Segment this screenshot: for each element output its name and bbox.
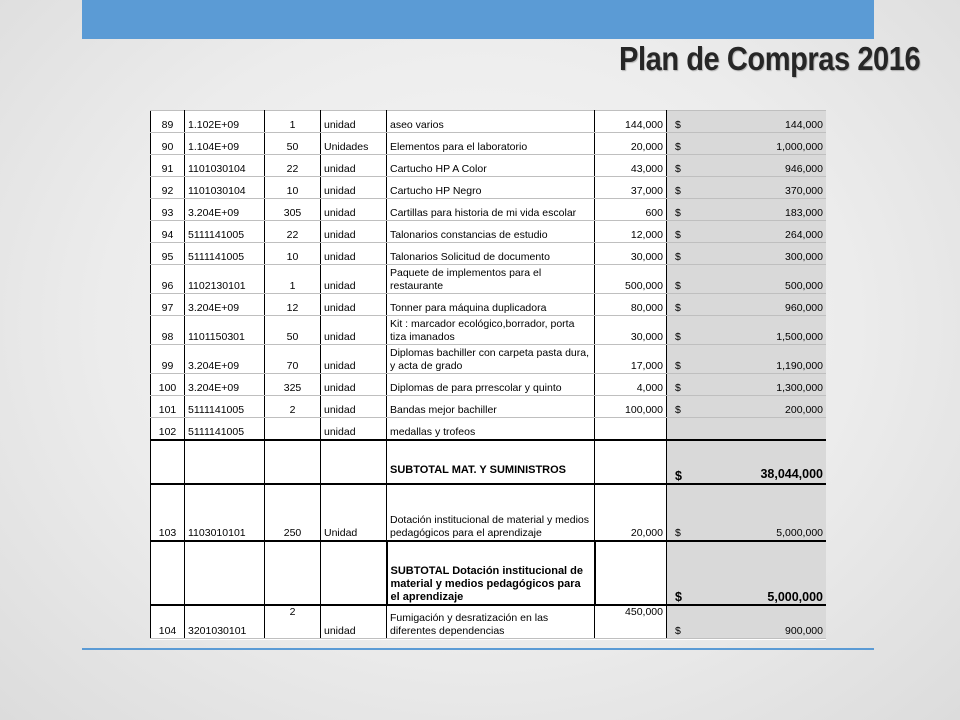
- cell-num: 93: [151, 199, 185, 221]
- cell-total: $ 183,000: [667, 199, 827, 221]
- cell-unit: unidad: [321, 177, 387, 199]
- purchase-plan-table: [150, 110, 826, 640]
- cell-total: $ 960,000: [667, 294, 827, 316]
- cell-unit: unidad: [321, 111, 387, 133]
- cell-desc: Elementos para el laboratorio: [387, 133, 595, 155]
- cell-price: 100,000: [595, 396, 667, 418]
- table-row: [151, 199, 827, 221]
- table-row: [151, 265, 827, 294]
- table-row: [151, 155, 827, 177]
- cell-unit: unidad: [321, 396, 387, 418]
- cell-desc: Paquete de implementos para el restaurante: [387, 265, 595, 294]
- cell-num: 102: [151, 418, 185, 440]
- cell-price: 30,000: [595, 316, 667, 345]
- table-row: [151, 418, 827, 440]
- cell-num: 91: [151, 155, 185, 177]
- cell-code: 1101030104: [185, 177, 265, 199]
- table-row: [151, 294, 827, 316]
- cell-unit: unidad: [321, 345, 387, 374]
- cell-unit: unidad: [321, 155, 387, 177]
- cell-code: 5111141005: [185, 221, 265, 243]
- cell-desc: Tonner para máquina duplicadora: [387, 294, 595, 316]
- cell-num: 95: [151, 243, 185, 265]
- cell-qty: 50: [265, 316, 321, 345]
- slide-title: Plan de Compras 2016: [618, 40, 920, 77]
- table-row: [151, 111, 827, 133]
- cell-total: $ 370,000: [667, 177, 827, 199]
- cell-unit: unidad: [321, 265, 387, 294]
- cell-code: 3.204E+09: [185, 374, 265, 396]
- cell-num: 98: [151, 316, 185, 345]
- cell-total: $ 144,000: [667, 111, 827, 133]
- subtotal-label: SUBTOTAL MAT. Y SUMINISTROS: [387, 440, 595, 484]
- cell-qty: 1: [265, 111, 321, 133]
- cell-price: 20,000: [595, 133, 667, 155]
- cell-unit: unidad: [321, 243, 387, 265]
- table-row: [151, 316, 827, 345]
- cell-code: 1101150301: [185, 316, 265, 345]
- cell-qty: 50: [265, 133, 321, 155]
- table-body: [151, 111, 827, 440]
- cell-price: 30,000: [595, 243, 667, 265]
- table-row: [151, 374, 827, 396]
- table-row: [151, 396, 827, 418]
- subtotal-row-materials: [151, 440, 827, 484]
- cell-code: 1101030104: [185, 155, 265, 177]
- cell-total: $ 300,000: [667, 243, 827, 265]
- bottom-accent-line: [82, 648, 874, 650]
- cell-price: 600: [595, 199, 667, 221]
- cell-desc: Talonarios Solicitud de documento: [387, 243, 595, 265]
- cell-desc: Cartucho HP Negro: [387, 177, 595, 199]
- cell-qty: 305: [265, 199, 321, 221]
- subtotal-row-didactic: [151, 541, 827, 605]
- cell-desc: Cartucho HP A Color: [387, 155, 595, 177]
- cell-num: 96: [151, 265, 185, 294]
- cell-price: [595, 418, 667, 440]
- cell-price: 500,000: [595, 265, 667, 294]
- cell-total: $ 200,000: [667, 396, 827, 418]
- cell-desc: Diplomas de para prrescolar y quinto: [387, 374, 595, 396]
- subtotal-amount: $ 38,044,000: [667, 440, 827, 484]
- cell-unit: Unidades: [321, 133, 387, 155]
- cell-unit: unidad: [321, 418, 387, 440]
- cell-code: 3.204E+09: [185, 294, 265, 316]
- table-row: [151, 177, 827, 199]
- cell-price: 4,000: [595, 374, 667, 396]
- cell-price: 17,000: [595, 345, 667, 374]
- table-row: [151, 133, 827, 155]
- cell-total: $ 1,300,000: [667, 374, 827, 396]
- cell-desc: Talonarios constancias de estudio: [387, 221, 595, 243]
- cell-qty: 22: [265, 155, 321, 177]
- cell-code: 1.102E+09: [185, 111, 265, 133]
- cell-desc: Diplomas bachiller con carpeta pasta dura, y acta de grado: [387, 345, 595, 374]
- cell-qty: 12: [265, 294, 321, 316]
- cell-price: 43,000: [595, 155, 667, 177]
- cell-unit: unidad: [321, 294, 387, 316]
- cell-price: 37,000: [595, 177, 667, 199]
- cell-total: $ 1,500,000: [667, 316, 827, 345]
- subtotal-amount: $ 5,000,000: [667, 541, 827, 605]
- cell-unit: unidad: [321, 221, 387, 243]
- cell-desc: medallas y trofeos: [387, 418, 595, 440]
- cell-unit: unidad: [321, 199, 387, 221]
- cell-code: 5111141005: [185, 243, 265, 265]
- cell-num: 101: [151, 396, 185, 418]
- cell-qty: 10: [265, 243, 321, 265]
- cell-total: $ 1,190,000: [667, 345, 827, 374]
- cell-num: 97: [151, 294, 185, 316]
- cell-total: $ 264,000: [667, 221, 827, 243]
- cell-code: 5111141005: [185, 418, 265, 440]
- cell-desc: Bandas mejor bachiller: [387, 396, 595, 418]
- cell-qty: 1: [265, 265, 321, 294]
- table-row-104: 104 3201030101 2 unidad Fumigación y desratización en las diferentes dependencias 450,000 $ 900,000: [151, 605, 827, 639]
- cell-price: 144,000: [595, 111, 667, 133]
- table-row: [151, 221, 827, 243]
- cell-code: 5111141005: [185, 396, 265, 418]
- cell-num: 99: [151, 345, 185, 374]
- subtotal-label: SUBTOTAL Dotación institucional de material y medios pedagógicos para el aprendizaje: [387, 541, 595, 605]
- table-row: [151, 243, 827, 265]
- cell-desc: aseo varios: [387, 111, 595, 133]
- cell-total: $ 946,000: [667, 155, 827, 177]
- cell-desc: Cartillas para historia de mi vida escolar: [387, 199, 595, 221]
- table-row-103: 103 1103010101 250 Unidad Dotación institucional de material y medios pedagógicos para el aprendizaje 20,000 $ 5,000,000: [151, 484, 827, 541]
- cell-qty: 2: [265, 396, 321, 418]
- cell-code: 1.104E+09: [185, 133, 265, 155]
- cell-qty: 22: [265, 221, 321, 243]
- cell-num: 90: [151, 133, 185, 155]
- cell-unit: unidad: [321, 316, 387, 345]
- cell-code: 1102130101: [185, 265, 265, 294]
- cell-total: [667, 418, 827, 440]
- cell-unit: unidad: [321, 374, 387, 396]
- cell-num: 92: [151, 177, 185, 199]
- cell-code: 3.204E+09: [185, 345, 265, 374]
- cell-total: $ 1,000,000: [667, 133, 827, 155]
- cell-num: 100: [151, 374, 185, 396]
- cell-total: $ 500,000: [667, 265, 827, 294]
- cell-qty: [265, 418, 321, 440]
- cell-price: 12,000: [595, 221, 667, 243]
- top-accent-band: [82, 0, 874, 39]
- cell-qty: 10: [265, 177, 321, 199]
- cell-qty: 325: [265, 374, 321, 396]
- cell-qty: 70: [265, 345, 321, 374]
- cell-desc: Kit : marcador ecológico,borrador, porta tiza imanados: [387, 316, 595, 345]
- table-row: [151, 345, 827, 374]
- cell-num: 89: [151, 111, 185, 133]
- cell-num: 94: [151, 221, 185, 243]
- cell-code: 3.204E+09: [185, 199, 265, 221]
- cell-price: 80,000: [595, 294, 667, 316]
